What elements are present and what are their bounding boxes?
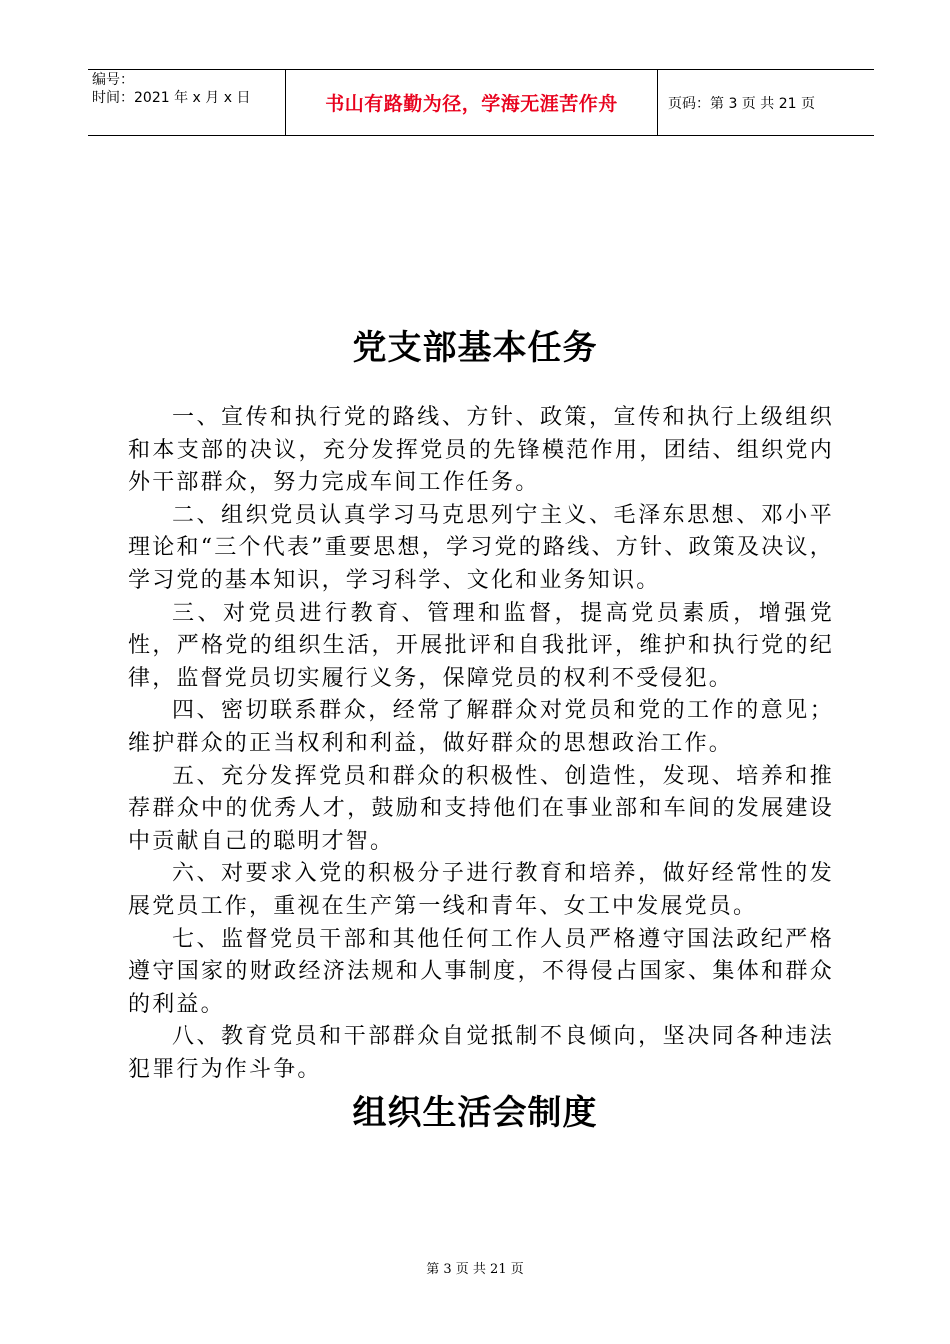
paragraph-2: 二、组织党员认真学习马克思列宁主义、毛泽东思想、邓小平理论和“三个代表”重要思想，学习党的路线、方针、政策及决议，学习党的基本知识，学习科学、文化和业务知识。: [128, 502, 834, 593]
paragraph-5: 五、充分发挥党员和群众的积极性、创造性，发现、培养和推荐群众中的优秀人才，鼓励和支持他们在事业部和车间的发展建设中贡献自己的聪明才智。: [128, 763, 834, 854]
header-page-cell: [658, 70, 874, 135]
document-header: [88, 69, 874, 136]
document-time-label: 时间：2021 年 x 月 x 日: [92, 90, 251, 106]
paragraph-4: 四、密切联系群众，经常了解群众对党员和党的工作的意见；维护群众的正当权利和利益，做好群众的思想政治工作。: [128, 698, 834, 756]
section-title-basic-tasks: 党支部基本任务: [352, 328, 598, 368]
header-slogan: 书山有路勤为径，学海无涯苦作舟: [325, 93, 618, 115]
paragraph-3: 三、对党员进行教育、管理和监督，提高党员素质，增强党性，严格党的组织生活，开展批评和自我批评，维护和执行党的纪律，监督党员切实履行义务，保障党员的权利不受侵犯。: [128, 600, 834, 691]
header-slogan-cell: [286, 70, 658, 135]
paragraph-8: 八、教育党员和干部群众自觉抵制不良倾向，坚决同各种违法犯罪行为作斗争。: [128, 1024, 834, 1082]
section-body: [128, 402, 834, 1086]
paragraph-6: 六、对要求入党的积极分子进行教育和培养，做好经常性的发展党员工作，重视在生产第一线和青年、女工中发展党员。: [128, 861, 834, 919]
paragraph-1: 一、宣传和执行党的路线、方针、政策，宣传和执行上级组织和本支部的决议，充分发挥党员的先锋模范作用，团结、组织党内外干部群众，努力完成车间工作任务。: [128, 405, 834, 496]
section-title-org-life-meeting: 组织生活会制度: [352, 1093, 598, 1133]
header-meta-cell: [88, 70, 286, 135]
page-footer: 第 3 页 共 21 页: [426, 1262, 524, 1277]
document-number-label: 编号：: [92, 72, 134, 88]
header-page-label: 页码：第 3 页 共 21 页: [668, 95, 815, 112]
paragraph-7: 七、监督党员干部和其他任何工作人员严格遵守国法政纪严格遵守国家的财政经济法规和人事制度，不得侵占国家、集体和群众的利益。: [128, 926, 834, 1017]
